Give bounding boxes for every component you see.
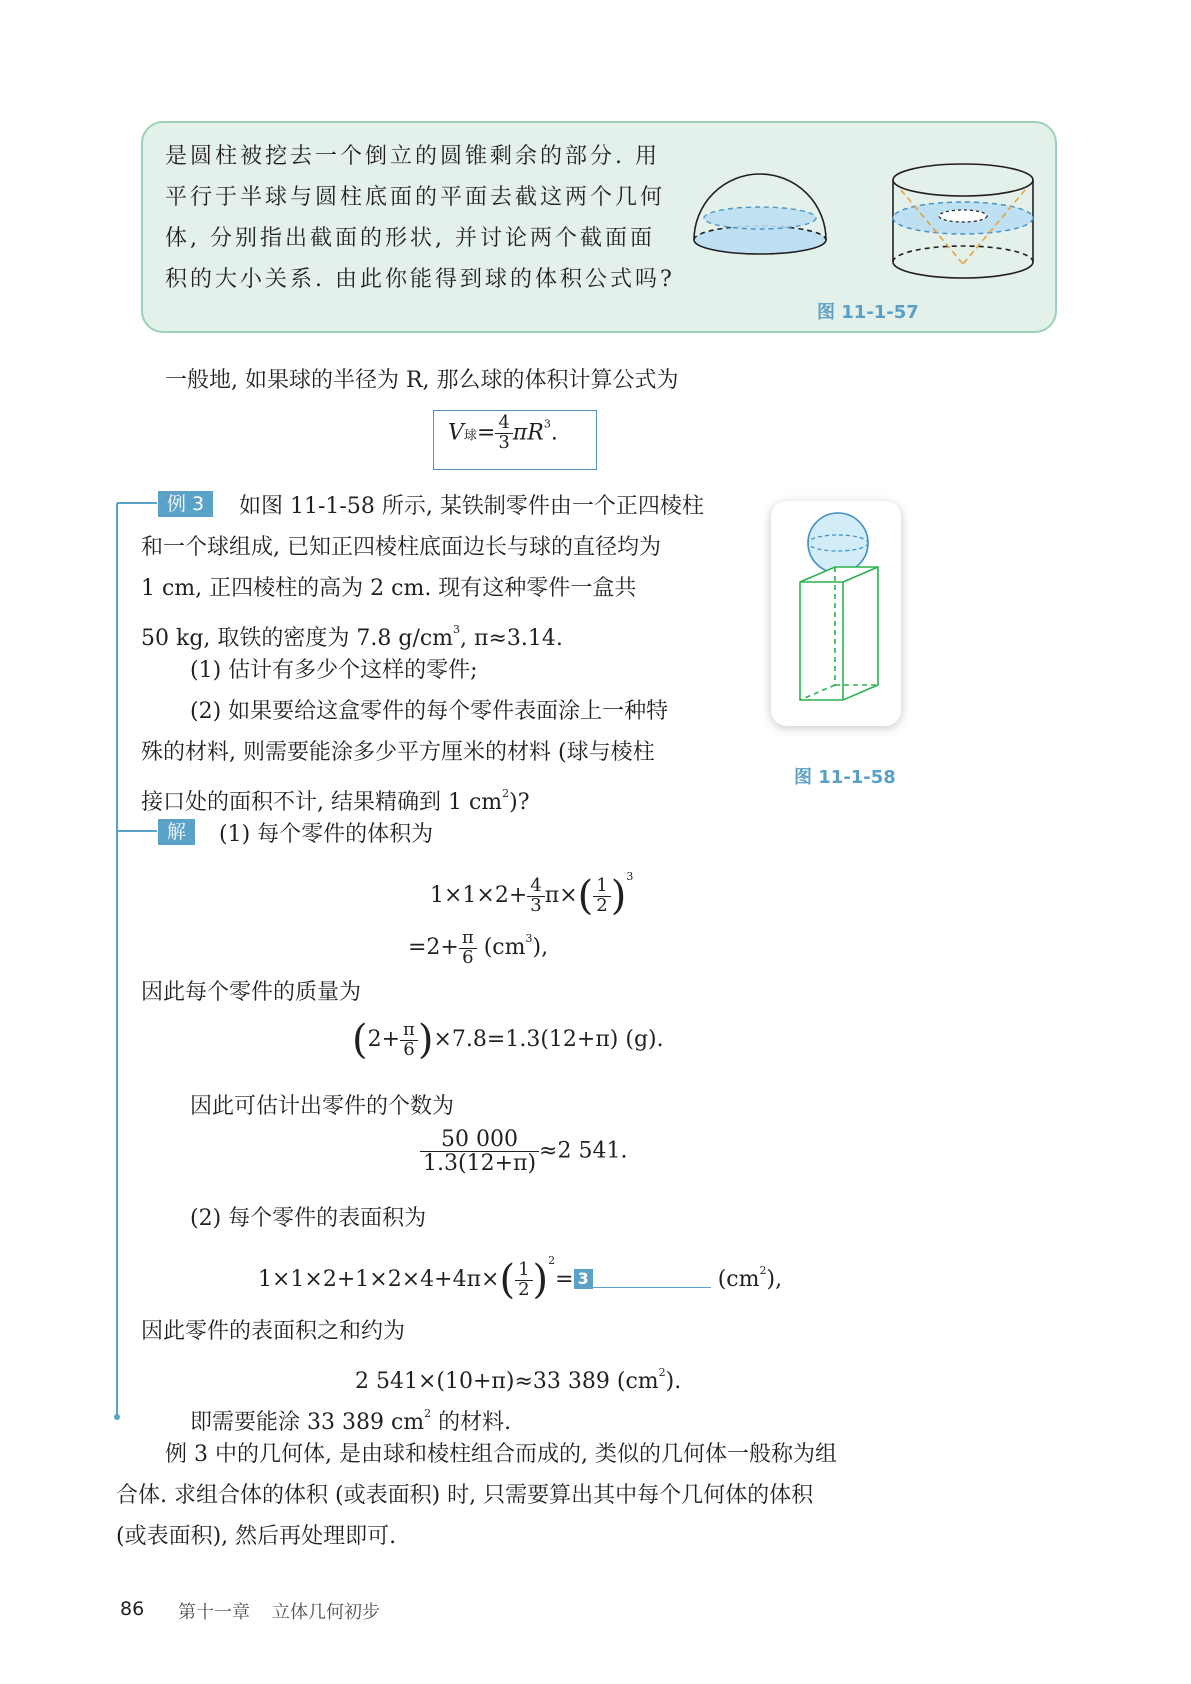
eq6-end: ). [665,1369,682,1394]
question-1: (1) 估计有多少个这样的零件; [190,658,478,683]
formula-end: . [550,420,558,446]
eq2-end: ), [532,935,549,960]
eq2-unit: (cm [476,935,526,960]
think-line-3: 体, 分别指出截面的形状, 并讨论两个截面面 [165,226,655,251]
need-exp: 2 [424,1407,432,1420]
hollowed-cylinder [893,164,1033,278]
eq1-frac-2 [593,874,610,916]
solution-part-1: (1) 每个零件的体积为 [219,822,434,847]
sum-intro: 因此零件的表面积之和约为 [141,1319,406,1344]
eq1-b: π× [544,883,578,908]
answer-blank-number: 3 [574,1269,593,1289]
eq5-num: 1 [515,1261,532,1281]
equation-2 [408,924,548,967]
eq5-unit-exp: 2 [759,1264,767,1277]
eq2-den: 6 [462,946,474,968]
think-line-4: 积的大小关系. 由此你能得到球的体积公式吗? [165,267,675,292]
eq1-lparen: ( [577,873,594,919]
hemisphere [694,174,826,254]
eq5-exp: 2 [548,1254,556,1267]
formula-subscript: 球 [463,428,477,444]
eq3-num: π [400,1021,418,1041]
eq4-den: 1.3(12+π) [423,1151,537,1177]
question-2-line-1: (2) 如果要给这盒零件的每个零件表面涂上一种特 [190,699,669,724]
figure-caption-57: 图 11-1-57 [817,302,919,323]
need-end: 的材料. [431,1410,512,1435]
formula-fraction [495,414,512,453]
eq2-exp: 3 [525,932,533,945]
formula-v: V [448,420,464,446]
solution-label [158,819,195,845]
question-2-line-2: 殊的材料, 则需要能涂多少平方厘米的材料 (球与棱柱 [141,740,655,765]
eq1-f2-num: 1 [593,877,610,897]
eq3-rparen: ) [417,1017,434,1063]
eq3-den: 6 [403,1038,415,1060]
prism [800,567,878,700]
solution-part-2: (2) 每个零件的表面积为 [190,1206,427,1231]
equation-6 [355,1358,681,1397]
example-tag: 例 3 [158,491,213,517]
eq5-unit: (cm [710,1267,760,1292]
solution-tag: 解 [158,819,195,845]
equation-4 [420,1128,627,1175]
eq3-lparen: ( [352,1017,368,1063]
eq5-equals: = [555,1267,574,1292]
eq6-a: 2 541×(10+π)≈33 389 (cm [355,1369,659,1394]
eq2-num: π [459,929,477,949]
figure-caption-58: 图 11-1-58 [794,767,896,788]
example-line-4 [141,615,563,654]
volume-formula [448,414,558,453]
eq5-lparen: ( [499,1257,516,1303]
eq1-f2-den: 2 [596,894,608,916]
example-line-2: 和一个球组成, 已知正四棱柱底面边长与球的直径均为 [141,535,661,560]
eq3-b: ×7.8=1.3(12+π) (g). [433,1027,664,1052]
intro-text: 一般地, 如果球的半径为 R, 那么球的体积计算公式为 [165,368,679,393]
mass-intro: 因此每个零件的质量为 [141,980,362,1005]
formula-equals: = [476,420,496,446]
example-line-3: 1 cm, 正四棱柱的高为 2 cm. 现有这种零件一盒共 [141,576,637,601]
eq3-a: 2+ [367,1027,401,1052]
example-line-4-tail: , π≈3.14. [460,626,563,651]
equation-5 [258,1246,783,1303]
eq3-frac [400,1018,418,1060]
sphere [808,513,868,573]
eq4-b: ≈2 541. [539,1138,628,1164]
closing-line-2: 合体. 求组合体的体积 (或表面积) 时, 只需要算出其中每个几何体的体积 [116,1483,814,1508]
equation-3 [352,1017,664,1063]
question-2-exp: 2 [502,787,510,800]
example-label [158,491,213,517]
eq5-frac [515,1258,532,1300]
example-line-1: 如图 11-1-58 所示, 某铁制零件由一个正四棱柱 [239,494,704,519]
chapter-title: 立体几何初步 [272,1602,380,1623]
eq5-a: 1×1×2+1×2×4+4π× [258,1267,500,1292]
eq4-num: 50 000 [420,1128,539,1152]
eq5-rparen: ) [532,1257,549,1303]
eq5-end: ), [766,1267,783,1292]
question-2-line-3-text: 接口处的面积不计, 结果精确到 1 cm [141,790,503,815]
eq1-f1-num: 4 [527,877,544,897]
formula-exp: 3 [543,417,551,431]
think-line-2: 平行于半球与圆柱底面的平面去截这两个几何 [165,185,666,210]
think-line-1: 是圆柱被挖去一个倒立的圆锥剩余的部分. 用 [165,144,660,169]
closing-line-1: 例 3 中的几何体, 是由球和棱柱组合而成的, 类似的几何体一般称为组 [165,1442,837,1467]
formula-num: 4 [495,414,512,434]
question-2-line-3 [141,779,530,818]
figure-sphere-prism [771,501,901,726]
page-number: 86 [120,1598,145,1620]
figure-hemisphere-cylinder [680,150,1050,290]
formula-tail: πR [512,420,544,446]
eq6-exp: 2 [658,1366,666,1379]
eq2-a: =2+ [408,935,459,960]
chapter-label: 第十一章 [178,1602,250,1623]
formula-den: 3 [498,431,510,453]
example-line-4-text: 50 kg, 取铁的密度为 7.8 g/cm [141,626,454,651]
eq1-rparen: ) [610,873,627,919]
question-2-tail: )? [509,790,530,815]
need-text [190,1399,511,1438]
answer-blank-input[interactable] [593,1267,711,1288]
eq4-frac [420,1128,539,1175]
eq1-exp: 3 [626,870,634,883]
eq1-a: 1×1×2+ [430,883,528,908]
equation-1 [430,862,634,919]
eq1-frac-1 [527,874,544,916]
count-intro: 因此可估计出零件的个数为 [190,1094,455,1119]
example-line-4-exp: 3 [453,623,461,636]
closing-line-3: (或表面积), 然后再处理即可. [116,1524,397,1549]
need-a: 即需要能涂 33 389 cm [190,1410,425,1435]
eq5-den: 2 [518,1278,530,1300]
eq2-frac [459,926,477,968]
eq1-f1-den: 3 [530,894,542,916]
